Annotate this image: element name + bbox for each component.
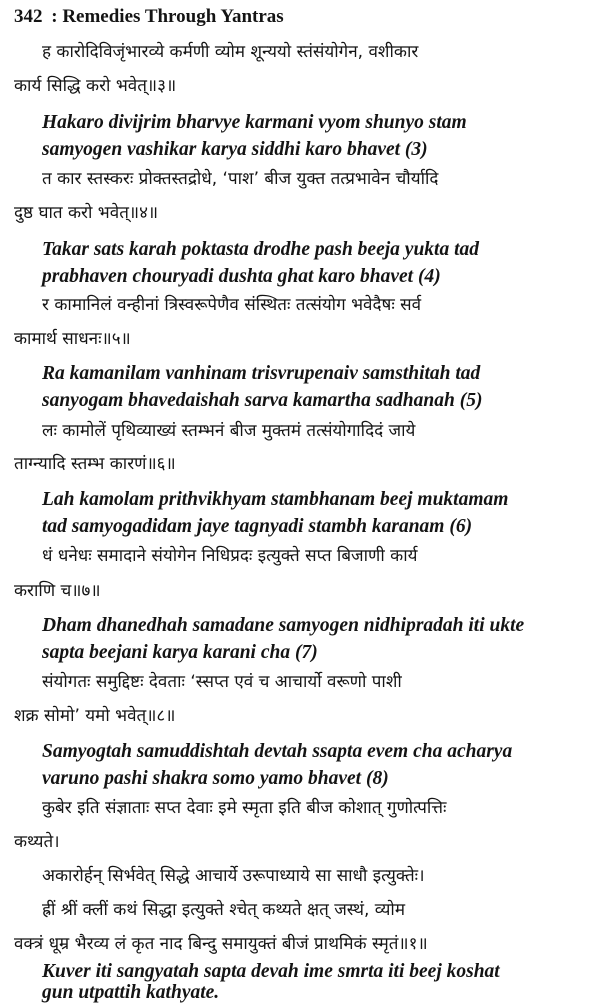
verse-7-transliteration-line-2: sapta beejani karya karani cha (7) bbox=[42, 642, 318, 663]
verse-6-sanskrit-line-2: ताग्न्यादि स्तम्भ कारणं॥६॥ bbox=[14, 454, 176, 474]
verse-7-sanskrit-line-2: कराणि च॥७॥ bbox=[14, 581, 101, 601]
verse-5-sanskrit-line-1: र कामानिलं वन्हीनां त्रिस्वरूपेणैव संस्थितः तत्संयोग भवेदैषः सर्व bbox=[42, 295, 422, 315]
verse-4-transliteration-line-2: prabhaven chouryadi dushta ghat karo bhavet (4) bbox=[42, 266, 441, 287]
verse-8-transliteration-line-2: varuno pashi shakra somo yamo bhavet (8) bbox=[42, 768, 389, 789]
verse-5-transliteration-line-1: Ra kamanilam vanhinam trisvrupenaiv samsthitah tad bbox=[42, 363, 481, 384]
bija-sanskrit-line-1: ह्रीं श्रीं क्लीं कथं सिद्धा इत्युक्ते श्चेत् कथ्यते क्षत् जस्थं, व्योम bbox=[42, 900, 405, 920]
page-number: 342 bbox=[14, 6, 43, 27]
kuber-sanskrit-line-1: कुबेर इति संज्ञाताः सप्त देवाः इमे स्मृता इति बीज कोशात् गुणोत्पत्तिः bbox=[42, 798, 447, 818]
verse-3-sanskrit-line-1: ह कारोदिविजृंभारव्ये कर्मणी व्योम शून्ययो स्तंसंयोगेन, वशीकार bbox=[42, 42, 419, 62]
verse-4-transliteration-line-1: Takar sats karah poktasta drodhe pash beeja yukta tad bbox=[42, 239, 479, 260]
akara-sanskrit-line: अकारोर्हन् सिर्भवेत् सिद्धे आचार्ये उरूपाध्याये सा साधौ इत्युक्तेः। bbox=[42, 866, 425, 886]
verse-8-transliteration-line-1: Samyogtah samuddishtah devtah ssapta evem cha acharya bbox=[42, 741, 513, 762]
verse-6-sanskrit-line-1: लः कामोलें पृथिव्याख्यं स्तम्भनं बीज मुक्तमं तत्संयोगादिदं जाये bbox=[42, 421, 416, 441]
verse-4-sanskrit-line-1: त कार स्तस्करः प्रोक्तस्तद्रोधे, ‘पाश’ बीज युक्त तत्प्रभावेन चौर्यादि bbox=[42, 169, 439, 189]
verse-3-sanskrit-line-2: कार्य सिद्धि करो भवेत्॥३॥ bbox=[14, 76, 177, 96]
verse-3-transliteration-line-2: samyogen vashikar karya siddhi karo bhavet (3) bbox=[42, 139, 428, 160]
verse-5-transliteration-line-2: sanyogam bhavedaishah sarva kamartha sadhanah (5) bbox=[42, 390, 483, 411]
verse-7-transliteration-line-1: Dham dhanedhah samadane samyogen nidhipradah iti ukte bbox=[42, 615, 525, 636]
verse-6-transliteration-line-1: Lah kamolam prithvikhyam stambhanam beej muktamam bbox=[42, 489, 509, 510]
kuber-transliteration-line-2: gun utpattih kathyate. bbox=[42, 982, 220, 1003]
verse-3-transliteration-line-1: Hakaro divijrim bharvye karmani vyom shunyo stam bbox=[42, 112, 467, 133]
kuber-sanskrit-line-2: कथ्यते। bbox=[14, 832, 60, 852]
verse-4-sanskrit-line-2: दुष्ठ घात करो भवेत्॥४॥ bbox=[14, 203, 159, 223]
verse-6-transliteration-line-2: tad samyogadidam jaye tagnyadi stambh karanam (6) bbox=[42, 516, 473, 537]
verse-8-sanskrit-line-1: संयोगतः समुद्दिष्टः देवताः ‘स्सप्त एवं च आचार्यो वरूणो पाशी bbox=[42, 672, 402, 692]
kuber-transliteration-line-1: Kuver iti sangyatah sapta devah ime smrta iti beej koshat bbox=[42, 961, 500, 982]
running-title: Remedies Through Yantras bbox=[62, 6, 284, 27]
header-separator: : bbox=[51, 6, 58, 27]
verse-5-sanskrit-line-2: कामार्थ साधनः॥५॥ bbox=[14, 329, 131, 349]
running-header bbox=[14, 6, 284, 28]
verse-7-sanskrit-line-1: धं धनेधः समादाने संयोगेन निधिप्रदः इत्युक्ते सप्त बिजाणी कार्य bbox=[42, 546, 418, 566]
bija-sanskrit-line-2: वक्त्रं धूम्र भैरव्य लं कृत नाद बिन्दु समायुक्तं बीजं प्राथमिकं स्मृतं॥१॥ bbox=[14, 934, 428, 954]
verse-8-sanskrit-line-2: शक्र सोमो’ यमो भवेत्॥८॥ bbox=[14, 706, 176, 726]
